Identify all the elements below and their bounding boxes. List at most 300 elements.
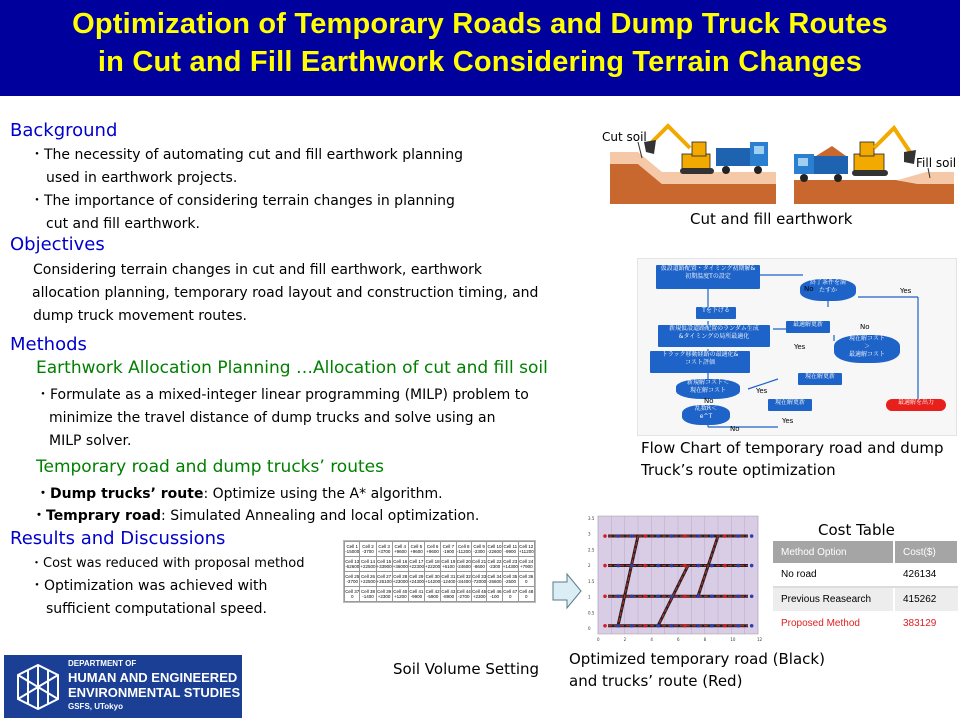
soil-cell-label: Cell 43 (441, 589, 456, 594)
soil-cell-label: Cell 9 (473, 544, 485, 549)
soil-cell-volume: +11200 (518, 549, 534, 554)
cost-cell: 415262 (894, 587, 958, 612)
cell-node-point (617, 594, 621, 598)
route-y-tick: 1.5 (588, 578, 595, 584)
soil-cell-volume: +26100 (376, 579, 392, 584)
soil-cell-label: Cell 21 (472, 559, 487, 564)
soil-cell-volume: +1200 (393, 594, 407, 599)
soil-cell-label: Cell 38 (360, 589, 375, 594)
soil-cell-volume: -15000 (345, 549, 360, 554)
soil-cell-label: Cell 42 (425, 589, 440, 594)
background-item-1-line-1: ・The necessity of automating cut and fill earthwork planning (30, 147, 463, 163)
soil-cell-label: Cell 39 (377, 589, 392, 594)
cell-node-point (697, 534, 701, 538)
soil-grid-row (345, 557, 535, 572)
flow-yes-label-1: Yes (900, 287, 912, 295)
cost-cell: 383129 (894, 612, 958, 636)
flow-yes-label-4: Yes (782, 417, 794, 425)
method-cell: No road (773, 563, 894, 587)
objectives-heading: Objectives (10, 234, 105, 255)
soil-grid-cell (425, 542, 441, 557)
soil-cell-label: Cell 8 (458, 544, 470, 549)
soil-cell-volume: -12400 (441, 579, 456, 584)
soil-grid-cell (345, 542, 360, 557)
soil-grid-cell (502, 572, 518, 587)
soil-cell-label: Cell 26 (360, 574, 375, 579)
methods-heading: Methods (10, 334, 87, 355)
soil-cell-volume: 0 (350, 594, 354, 599)
soil-cell-label: Cell 45 (472, 589, 487, 594)
background-heading: Background (10, 120, 118, 141)
cell-node-point (657, 624, 661, 628)
flow-no-label-2: No (860, 323, 870, 331)
soil-cell-volume: -3700 (362, 549, 374, 554)
soil-grid-cell (392, 542, 408, 557)
table-row (773, 612, 958, 636)
cell-node-point (723, 534, 727, 538)
soil-cell-label: Cell 25 (345, 574, 360, 579)
soil-grid-cell (408, 587, 424, 602)
soil-grid-cell (425, 557, 441, 572)
soil-grid-cell (456, 587, 471, 602)
cost-header: Cost($) (894, 541, 958, 563)
soil-cell-label: Cell 36 (519, 574, 534, 579)
soil-cell-label: Cell 29 (409, 574, 424, 579)
soil-grid-cell (502, 587, 518, 602)
soil-grid-cell (502, 542, 518, 557)
soil-cell-label: Cell 2 (362, 544, 374, 549)
cell-node-point (737, 624, 741, 628)
objectives-text (33, 259, 538, 328)
route-y-tick: 2.5 (588, 547, 595, 553)
soil-cell-volume: -2500 (504, 579, 517, 584)
cell-node-point (670, 534, 674, 538)
soil-grid-cell (425, 587, 441, 602)
soil-grid-cell (345, 587, 360, 602)
logo-line-4: GSFS, UTokyo (68, 702, 123, 711)
soil-cell-volume: -24600 (456, 564, 471, 569)
soil-volume-caption: Soil Volume Setting (393, 660, 540, 678)
soil-cell-volume: +23000 (392, 579, 408, 584)
soil-grid-cell (408, 542, 424, 557)
methods-sub-heading-2: Temporary road and dump trucks’ routes (36, 457, 384, 477)
cost-table-title: Cost Table (818, 521, 895, 539)
soil-cell-volume: +22500 (360, 579, 376, 584)
objectives-line-2: allocation planning, temporary road layout and construction timing, and (32, 285, 539, 301)
soil-cell-label: Cell 28 (393, 574, 408, 579)
soil-grid-cell (360, 572, 376, 587)
cell-node-point (657, 594, 661, 598)
soil-grid-cell (376, 572, 392, 587)
cell-node-point (683, 534, 687, 538)
soil-cell-label: Cell 30 (425, 574, 440, 579)
soil-cell-volume: -2700 (458, 594, 470, 599)
soil-cell-volume: 0 (525, 579, 528, 584)
soil-grid-cell (441, 572, 456, 587)
logo-line-3: ENVIRONMENTAL STUDIES (68, 685, 241, 700)
route-y-tick: 3 (588, 531, 591, 537)
soil-cell-volume: +22500 (360, 564, 376, 569)
flow-output-box: 最適解を出力 (886, 399, 946, 411)
soil-grid-cell (360, 587, 376, 602)
cell-node-point (723, 594, 727, 598)
soil-cell-label: Cell 47 (503, 589, 518, 594)
results-item-2-line-1: ・Optimization was achieved with (30, 578, 268, 594)
cell-node-point (697, 594, 701, 598)
objectives-line-1: Considering terrain changes in cut and fill earthwork, earthwork (33, 262, 483, 278)
soil-grid-cell (441, 542, 456, 557)
cell-node-point (697, 624, 701, 628)
cell-node-point (750, 534, 754, 538)
flow-current-decision: 現在解コスト ＞ 最適解コスト (834, 335, 900, 363)
cell-node-point (630, 594, 634, 598)
cell-node-point (630, 534, 634, 538)
soil-cell-label: Cell 1 (346, 544, 358, 549)
soil-cell-label: Cell 31 (441, 574, 456, 579)
cell-node-point (697, 564, 701, 568)
methods-sub1-line-1: ・Formulate as a mixed-integer linear programming (MILP) problem to (36, 387, 529, 403)
cell-node-point (750, 594, 754, 598)
flow-t-box: Tを下げる (696, 307, 736, 319)
route-y-tick: 0.5 (588, 610, 595, 616)
soil-grid-row (345, 542, 535, 557)
soil-grid-cell (441, 557, 456, 572)
methods-sub1-line-3: MILP solver. (49, 433, 132, 449)
soil-grid-cell (345, 572, 360, 587)
soil-cell-label: Cell 4 (394, 544, 407, 549)
cell-node-point (737, 594, 741, 598)
soil-cell-label: Cell 7 (442, 544, 455, 549)
soil-cell-volume: +9600 (426, 549, 439, 554)
soil-cell-volume: -9900 (504, 549, 517, 554)
cell-node-point (603, 564, 607, 568)
soil-cell-label: Cell 23 (503, 559, 518, 564)
soil-cell-label: Cell 46 (487, 589, 502, 594)
soil-grid-cell (345, 557, 360, 572)
soil-cell-volume: -2300 (488, 564, 501, 569)
soil-cell-volume: +6100 (442, 564, 455, 569)
flow-no-label-4: No (704, 397, 714, 405)
route-x-tick: 4 (650, 637, 653, 642)
flow-chart (637, 258, 957, 436)
flow-caption-line-2: Truck’s route optimization (641, 461, 836, 479)
cell-node-point (603, 624, 607, 628)
route-y-tick: 2 (588, 563, 591, 569)
flow-yes-label-3: Yes (756, 387, 768, 395)
soil-grid-cell (518, 572, 534, 587)
cell-node-point (683, 594, 687, 598)
cost-cell: 426134 (894, 563, 958, 587)
method-option-header: Method Option (773, 541, 894, 563)
cell-node-point (643, 594, 647, 598)
objectives-line-3: dump truck movement routes. (33, 308, 248, 324)
flow-init-box: 仮設道路配置・タイミング初期解& 初期温度Tの設定 (656, 265, 760, 289)
soil-grid-cell (487, 572, 502, 587)
soil-grid-cell (487, 542, 502, 557)
soil-cell-volume: -2300 (473, 549, 485, 554)
soil-grid-cell (376, 587, 392, 602)
soil-cell-volume: -1400 (362, 594, 374, 599)
soil-cell-volume: +7900 (519, 564, 533, 569)
cell-node-point (630, 624, 634, 628)
cut-soil-label: Cut soil (602, 130, 647, 144)
soil-grid-row (345, 572, 535, 587)
soil-cell-label: Cell 13 (345, 559, 360, 564)
cell-node-point (683, 624, 687, 628)
soil-cell-volume: +14300 (502, 564, 518, 569)
soil-grid-cell (392, 587, 408, 602)
soil-cell-volume: +2300 (377, 594, 391, 599)
soil-grid-cell (471, 542, 486, 557)
soil-grid-cell (471, 572, 486, 587)
cell-node-point (710, 594, 714, 598)
soil-grid-row (345, 587, 535, 602)
dump-trucks-route-text: : Optimize using the A* algorithm. (203, 486, 443, 502)
cell-node-point (617, 564, 621, 568)
soil-cell-volume: -1900 (442, 549, 455, 554)
background-item-1-line-2: used in earthwork projects. (46, 170, 238, 186)
logo-line-2: HUMAN AND ENGINEERED (68, 670, 238, 685)
soil-grid-cell (471, 587, 486, 602)
logo-line-1: DEPARTMENT OF (68, 659, 137, 668)
soil-grid-cell (471, 557, 486, 572)
flow-no-label-3: No (730, 425, 740, 433)
cell-node-point (670, 564, 674, 568)
soil-cell-label: Cell 18 (425, 559, 440, 564)
soil-cell-label: Cell 24 (519, 559, 534, 564)
soil-cell-label: Cell 22 (487, 559, 502, 564)
results-item-1: ・Cost was reduced with proposal method (30, 556, 305, 571)
methods-sub1-line-2: minimize the travel distance of dump trucks and solve using an (49, 410, 496, 426)
soil-cell-volume: +36000 (392, 564, 408, 569)
background-item-2-line-1: ・The importance of considering terrain changes in planning (30, 193, 455, 209)
soil-cell-volume: -34400 (456, 579, 471, 584)
flow-random-decision: 乱数R＜ e^T (682, 405, 730, 425)
soil-cell-volume: +2300 (472, 594, 486, 599)
soil-cell-volume: -22600 (487, 549, 502, 554)
soil-cell-volume: -62600 (345, 564, 360, 569)
cell-node-point (670, 594, 674, 598)
route-y-tick: 1 (588, 594, 591, 600)
cell-node-point (737, 534, 741, 538)
earthwork-drawing (598, 112, 958, 212)
soil-cell-label: Cell 3 (378, 544, 390, 549)
department-logo (4, 655, 242, 718)
soil-cell-volume: -9900 (410, 594, 423, 599)
cell-node-point (750, 564, 754, 568)
soil-cell-volume: +33900 (376, 564, 392, 569)
flow-new-decision: 新規解コスト＜ 現在解コスト (676, 379, 740, 399)
soil-cell-label: Cell 16 (393, 559, 408, 564)
soil-cell-label: Cell 17 (409, 559, 424, 564)
soil-cell-label: Cell 48 (519, 589, 534, 594)
soil-grid-cell (376, 542, 392, 557)
route-y-tick: 0 (588, 626, 591, 632)
methods-sub1-text (36, 384, 529, 453)
soil-grid-cell (518, 557, 534, 572)
soil-cell-volume: +22200 (425, 564, 441, 569)
route-y-tick: 3.5 (588, 516, 595, 521)
cell-node-point (603, 594, 607, 598)
cost-table-header (773, 541, 958, 563)
route-caption (569, 648, 825, 692)
soil-grid-table (344, 541, 535, 602)
soil-cell-volume: -100 (490, 594, 500, 599)
soil-grid-cell (425, 572, 441, 587)
soil-cell-volume: -3700 (346, 579, 358, 584)
flow-chart-caption (641, 437, 943, 481)
soil-cell-label: Cell 20 (456, 559, 471, 564)
route-chart (574, 510, 764, 650)
soil-cell-volume: +9600 (393, 549, 407, 554)
earthwork-illustration (598, 112, 958, 212)
soil-cell-label: Cell 37 (345, 589, 360, 594)
dump-trucks-route-label: ・Dump trucks’ route (36, 486, 204, 502)
cell-node-point (750, 624, 754, 628)
soil-grid-cell (392, 557, 408, 572)
soil-grid-cell (360, 542, 376, 557)
soil-cell-volume: +9600 (410, 549, 423, 554)
flow-yes-label-2: Yes (794, 343, 806, 351)
cost-table-grid (773, 541, 959, 636)
cell-node-point (603, 534, 607, 538)
cell-node-point (710, 534, 714, 538)
soil-cell-label: Cell 19 (441, 559, 456, 564)
soil-grid-cell (487, 557, 502, 572)
flow-end-decision: 終了条件を満 たすか (800, 279, 856, 301)
flow-route-box: トラック移動経路の最適化& コスト評価 (650, 351, 750, 373)
soil-cell-label: Cell 33 (472, 574, 487, 579)
soil-cell-volume: +14200 (425, 579, 441, 584)
soil-grid-cell (502, 557, 518, 572)
soil-cell-volume: -72000 (472, 579, 487, 584)
table-row (773, 587, 958, 612)
soil-cell-volume: +3700 (377, 549, 391, 554)
earthwork-caption: Cut and fill earthwork (690, 210, 853, 228)
cell-node-point (710, 564, 714, 568)
cell-node-point (710, 624, 714, 628)
soil-cell-volume: 0 (525, 594, 528, 599)
soil-grid-cell (360, 557, 376, 572)
cell-node-point (657, 534, 661, 538)
soil-grid-cell (456, 572, 471, 587)
soil-cell-label: Cell 41 (409, 589, 424, 594)
soil-cell-label: Cell 34 (487, 574, 502, 579)
route-x-tick: 6 (677, 637, 680, 642)
soil-grid-cell (456, 557, 471, 572)
soil-cell-label: Cell 35 (503, 574, 518, 579)
background-item-2-line-2: cut and fill earthwork. (46, 216, 200, 232)
soil-cell-volume: 0 (509, 594, 512, 599)
methods-sub2-item-1 (36, 483, 443, 506)
flow-current-update-box: 現在解更新 (798, 373, 842, 385)
soil-grid-cell (408, 572, 424, 587)
route-x-tick: 8 (703, 637, 707, 642)
flow-best-update-box: 最適解更新 (786, 321, 830, 333)
table-row (773, 563, 958, 587)
route-caption-line-1: Optimized temporary road (Black) (569, 650, 825, 668)
soil-cell-volume: +24300 (408, 579, 425, 584)
results-heading: Results and Discussions (10, 528, 226, 549)
cell-node-point (657, 564, 661, 568)
soil-cell-label: Cell 15 (377, 559, 392, 564)
soil-cell-volume: -8900 (442, 594, 455, 599)
title-line-1: Optimization of Temporary Roads and Dump Truck Routes (72, 8, 888, 40)
soil-grid-cell (376, 557, 392, 572)
title-line-2: in Cut and Fill Earthwork Considering Terrain Changes (97, 46, 863, 78)
soil-volume-grid (343, 540, 536, 603)
soil-grid-cell (518, 542, 534, 557)
methods-sub2-item-2 (32, 505, 479, 528)
soil-cell-label: Cell 40 (393, 589, 408, 594)
route-caption-line-2: and trucks’ route (Red) (569, 672, 743, 690)
cell-node-point (683, 564, 687, 568)
cell-node-point (617, 534, 621, 538)
cell-node-point (643, 534, 647, 538)
route-x-tick: 2 (623, 637, 627, 642)
soil-cell-volume: +22300 (408, 564, 425, 569)
flow-random-box: 新規仮設道路配置のランダム生成 &タイミングの局所最適化 (658, 325, 770, 347)
route-chart-svg (574, 510, 764, 650)
cell-node-point (723, 564, 727, 568)
cell-node-point (617, 624, 621, 628)
route-x-tick: 0 (597, 637, 600, 642)
soil-cell-label: Cell 32 (456, 574, 471, 579)
results-text (30, 552, 305, 621)
background-item-1 (30, 144, 463, 236)
method-cell: Proposed Method (773, 612, 894, 636)
flow-current-update-box-2: 現在解更新 (768, 399, 812, 411)
route-x-tick: 12 (757, 637, 763, 642)
cell-node-point (643, 564, 647, 568)
cube-logo-icon (12, 661, 64, 713)
cell-node-point (723, 624, 727, 628)
excavator-body-right (854, 154, 884, 172)
soil-cell-label: Cell 5 (410, 544, 423, 549)
soil-cell-volume: -11200 (456, 549, 471, 554)
fill-soil-label: Fill soil (916, 156, 957, 170)
cell-node-point (670, 624, 674, 628)
soil-cell-label: Cell 6 (426, 544, 439, 549)
route-x-tick: 10 (730, 637, 736, 642)
soil-cell-label: Cell 11 (503, 544, 518, 549)
truck-left-bed (716, 148, 750, 166)
results-item-2-line-2: sufficient computational speed. (46, 601, 267, 617)
soil-cell-label: Cell 10 (487, 544, 502, 549)
flow-caption-line-1: Flow Chart of temporary road and dump (641, 439, 944, 457)
soil-cell-volume: -26600 (487, 579, 502, 584)
soil-grid-cell (441, 587, 456, 602)
temporary-road-text: : Simulated Annealing and local optimization. (161, 508, 480, 524)
cell-node-point (737, 564, 741, 568)
soil-grid-cell (456, 542, 471, 557)
cost-table (773, 541, 959, 636)
soil-cell-label: Cell 44 (456, 589, 471, 594)
temporary-road-label: ・Temprary road (32, 508, 162, 524)
methods-sub-heading-1: Earthwork Allocation Planning …Allocation of cut and fill soil (36, 358, 548, 378)
flow-no-label-1: No (804, 285, 814, 293)
cell-node-point (643, 624, 647, 628)
soil-cell-volume: -5900 (426, 594, 439, 599)
soil-cell-volume: -8600 (473, 564, 485, 569)
soil-grid-cell (408, 557, 424, 572)
soil-cell-label: Cell 12 (519, 544, 534, 549)
method-cell: Previous Reasearch (773, 587, 894, 612)
soil-grid-cell (487, 587, 502, 602)
soil-cell-label: Cell 14 (360, 559, 375, 564)
soil-cell-label: Cell 27 (377, 574, 392, 579)
soil-grid-cell (392, 572, 408, 587)
